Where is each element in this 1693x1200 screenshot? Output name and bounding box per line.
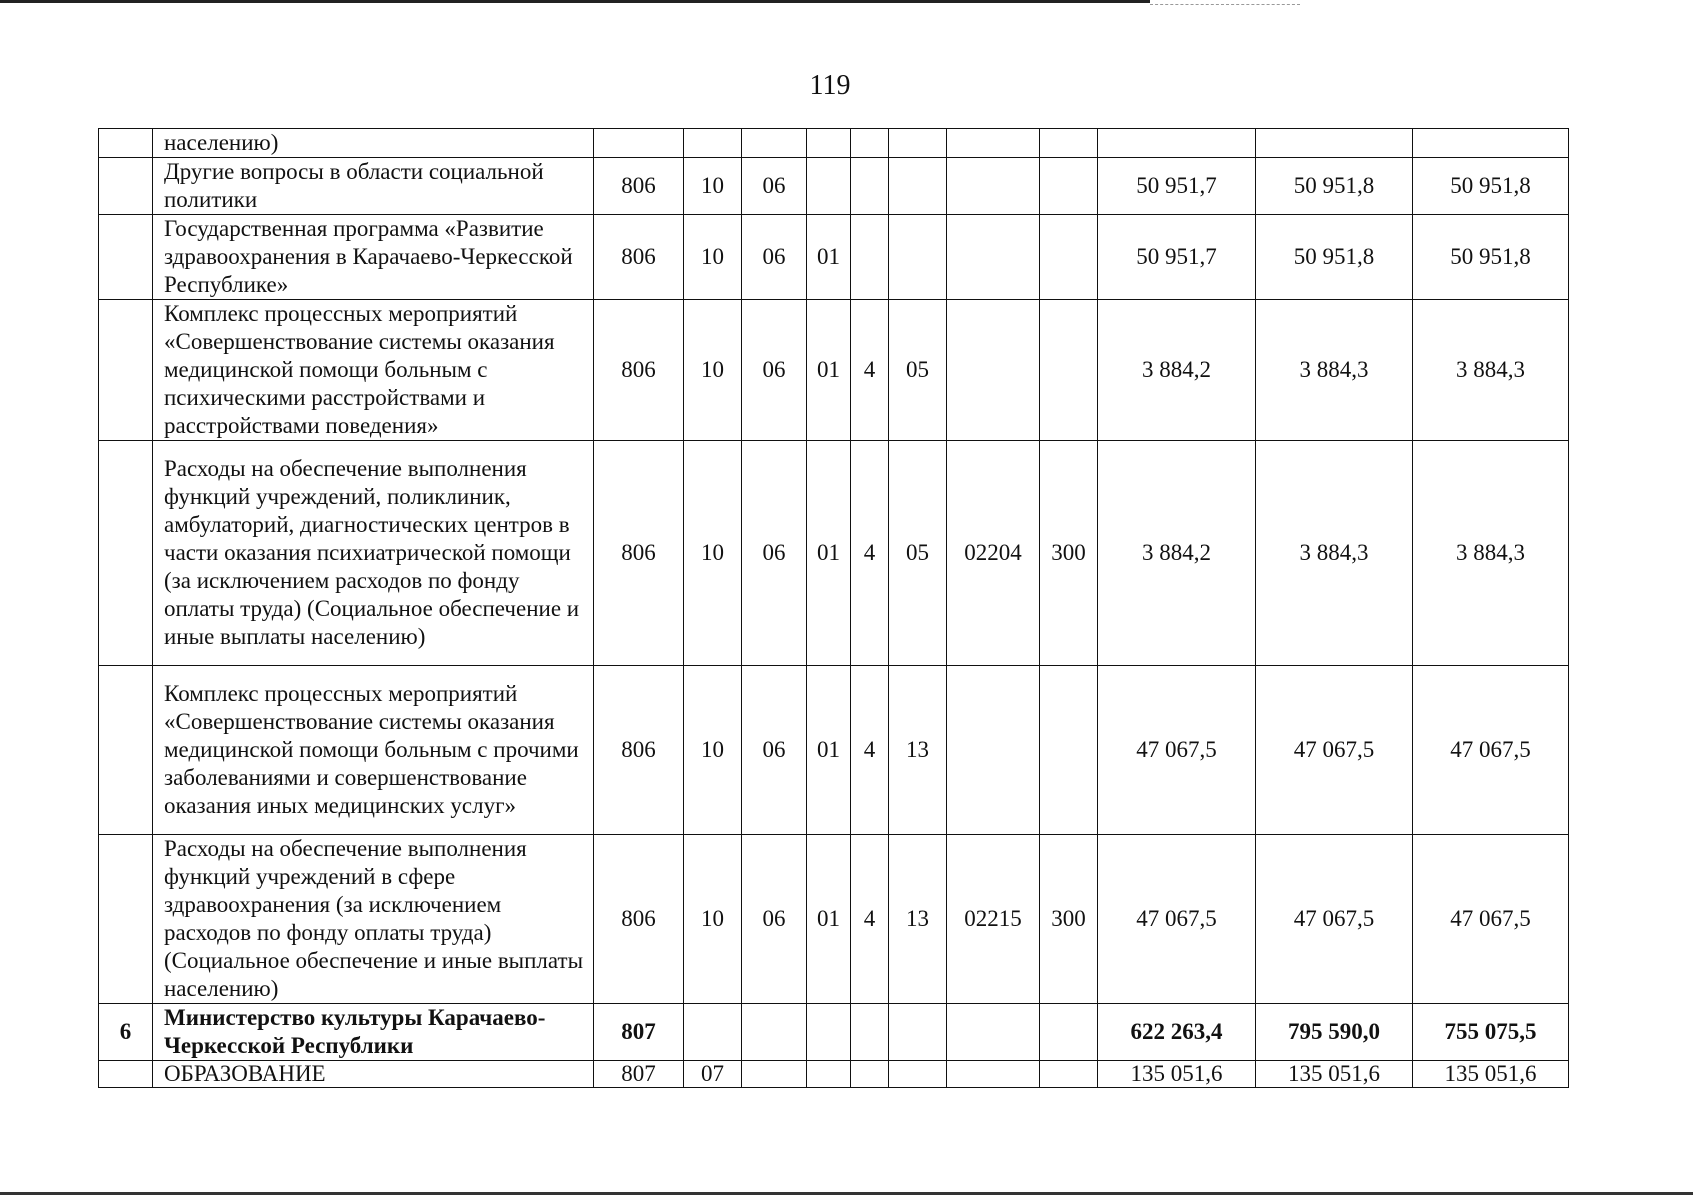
amount-year-3: 47 067,5 — [1413, 835, 1569, 1004]
amount-year-2: 50 951,8 — [1256, 215, 1413, 300]
code-section: 10 — [684, 158, 742, 215]
row-name: Министерство культуры Карачаево-Черкесской Республики — [153, 1004, 594, 1061]
row-name: Комплекс процессных мероприятий «Совершенствование системы оказания медицинской помощи больным с прочими заболеваниями и совершенствование оказания иных медицинских услуг» — [153, 666, 594, 835]
amount-year-1: 622 263,4 — [1098, 1004, 1256, 1061]
amount-year-2: 3 884,3 — [1256, 300, 1413, 441]
code-program: 01 — [807, 666, 851, 835]
code-program — [807, 1061, 851, 1088]
code-expense-type — [1040, 158, 1098, 215]
code-structural-element — [889, 129, 947, 158]
amount-year-1: 135 051,6 — [1098, 1061, 1256, 1088]
code-expense-type: 300 — [1040, 835, 1098, 1004]
code-structural-element: 05 — [889, 441, 947, 666]
code-subsection: 06 — [742, 441, 807, 666]
code-structural-element — [889, 215, 947, 300]
code-subsection: 06 — [742, 666, 807, 835]
code-section: 10 — [684, 300, 742, 441]
code-program: 01 — [807, 300, 851, 441]
code-direction — [947, 666, 1040, 835]
amount-year-2: 47 067,5 — [1256, 666, 1413, 835]
row-name: Другие вопросы в области социальной политики — [153, 158, 594, 215]
code-subsection — [742, 1061, 807, 1088]
amount-year-3: 3 884,3 — [1413, 300, 1569, 441]
code-program-type — [851, 158, 889, 215]
code-direction — [947, 215, 1040, 300]
code-direction — [947, 300, 1040, 441]
amount-year-3: 3 884,3 — [1413, 441, 1569, 666]
code-direction — [947, 1061, 1040, 1088]
table-row — [99, 1004, 1569, 1061]
code-subsection: 06 — [742, 300, 807, 441]
table-row — [99, 158, 1569, 215]
code-expense-type — [1040, 300, 1098, 441]
code-ministry: 807 — [594, 1061, 684, 1088]
code-expense-type — [1040, 215, 1098, 300]
row-name: Комплекс процессных мероприятий «Совершенствование системы оказания медицинской помощи больным с психическими расстройствами и расстройствами поведения» — [153, 300, 594, 441]
code-subsection — [742, 1004, 807, 1061]
amount-year-3 — [1413, 129, 1569, 158]
code-program-type — [851, 215, 889, 300]
amount-year-3: 50 951,8 — [1413, 158, 1569, 215]
amount-year-1: 3 884,2 — [1098, 441, 1256, 666]
code-program — [807, 1004, 851, 1061]
code-program: 01 — [807, 835, 851, 1004]
amount-year-2: 3 884,3 — [1256, 441, 1413, 666]
code-direction: 02215 — [947, 835, 1040, 1004]
code-expense-type — [1040, 666, 1098, 835]
code-section: 10 — [684, 666, 742, 835]
row-name: ОБРАЗОВАНИЕ — [153, 1061, 594, 1088]
code-subsection: 06 — [742, 835, 807, 1004]
code-direction — [947, 129, 1040, 158]
page-number: 119 — [809, 70, 851, 101]
row-index — [99, 441, 153, 666]
code-program-type: 4 — [851, 300, 889, 441]
table-row — [99, 666, 1569, 835]
code-direction — [947, 158, 1040, 215]
code-ministry: 806 — [594, 666, 684, 835]
code-expense-type — [1040, 129, 1098, 158]
code-program: 01 — [807, 215, 851, 300]
table-row — [99, 129, 1569, 158]
bottom-edge-rule — [0, 1192, 1693, 1195]
row-name: Расходы на обеспечение выполнения функций учреждений, поликлиник, амбулаторий, диагностических центров в части оказания психиатрической помощи (за исключением расходов по фонду оплаты труда) (Социальное обеспечение и иные выплаты населению) — [153, 441, 594, 666]
amount-year-2: 135 051,6 — [1256, 1061, 1413, 1088]
amount-year-1: 50 951,7 — [1098, 158, 1256, 215]
row-index: 6 — [99, 1004, 153, 1061]
row-name: Государственная программа «Развитие здравоохранения в Карачаево-Черкесской Республике» — [153, 215, 594, 300]
code-section — [684, 129, 742, 158]
amount-year-3: 47 067,5 — [1413, 666, 1569, 835]
code-ministry: 806 — [594, 300, 684, 441]
code-subsection — [742, 129, 807, 158]
code-section: 10 — [684, 441, 742, 666]
row-index — [99, 129, 153, 158]
amount-year-2: 47 067,5 — [1256, 835, 1413, 1004]
code-section — [684, 1004, 742, 1061]
amount-year-1 — [1098, 129, 1256, 158]
code-section: 10 — [684, 835, 742, 1004]
amount-year-3: 50 951,8 — [1413, 215, 1569, 300]
budget-table — [98, 128, 1569, 1088]
amount-year-1: 3 884,2 — [1098, 300, 1256, 441]
code-ministry: 806 — [594, 441, 684, 666]
code-program — [807, 158, 851, 215]
code-direction — [947, 1004, 1040, 1061]
code-ministry — [594, 129, 684, 158]
code-structural-element — [889, 1004, 947, 1061]
amount-year-1: 47 067,5 — [1098, 666, 1256, 835]
code-subsection: 06 — [742, 158, 807, 215]
table-row — [99, 215, 1569, 300]
code-expense-type: 300 — [1040, 441, 1098, 666]
amount-year-2: 50 951,8 — [1256, 158, 1413, 215]
code-program-type: 4 — [851, 666, 889, 835]
code-structural-element — [889, 1061, 947, 1088]
table-row — [99, 441, 1569, 666]
code-expense-type — [1040, 1061, 1098, 1088]
code-section: 10 — [684, 215, 742, 300]
code-program-type — [851, 129, 889, 158]
amount-year-3: 135 051,6 — [1413, 1061, 1569, 1088]
code-ministry: 806 — [594, 215, 684, 300]
amount-year-2 — [1256, 129, 1413, 158]
code-structural-element: 05 — [889, 300, 947, 441]
code-program-type: 4 — [851, 835, 889, 1004]
code-ministry: 806 — [594, 158, 684, 215]
row-index — [99, 835, 153, 1004]
row-index — [99, 158, 153, 215]
amount-year-1: 50 951,7 — [1098, 215, 1256, 300]
table-row — [99, 1061, 1569, 1088]
top-edge-faint-rule — [1150, 4, 1300, 6]
code-subsection: 06 — [742, 215, 807, 300]
amount-year-2: 795 590,0 — [1256, 1004, 1413, 1061]
top-edge-rule — [0, 0, 1150, 3]
row-index — [99, 1061, 153, 1088]
amount-year-1: 47 067,5 — [1098, 835, 1256, 1004]
row-index — [99, 215, 153, 300]
code-structural-element: 13 — [889, 666, 947, 835]
row-name: Расходы на обеспечение выполнения функций учреждений в сфере здравоохранения (за исключением расходов по фонду оплаты труда) (Социальное обеспечение и иные выплаты населению) — [153, 835, 594, 1004]
code-expense-type — [1040, 1004, 1098, 1061]
row-name: населению) — [153, 129, 594, 158]
code-program-type — [851, 1004, 889, 1061]
code-section: 07 — [684, 1061, 742, 1088]
table-row — [99, 835, 1569, 1004]
row-index — [99, 300, 153, 441]
code-program: 01 — [807, 441, 851, 666]
code-program — [807, 129, 851, 158]
code-program-type: 4 — [851, 441, 889, 666]
code-structural-element — [889, 158, 947, 215]
code-direction: 02204 — [947, 441, 1040, 666]
amount-year-3: 755 075,5 — [1413, 1004, 1569, 1061]
code-structural-element: 13 — [889, 835, 947, 1004]
code-ministry: 807 — [594, 1004, 684, 1061]
table-row — [99, 300, 1569, 441]
row-index — [99, 666, 153, 835]
code-program-type — [851, 1061, 889, 1088]
code-ministry: 806 — [594, 835, 684, 1004]
